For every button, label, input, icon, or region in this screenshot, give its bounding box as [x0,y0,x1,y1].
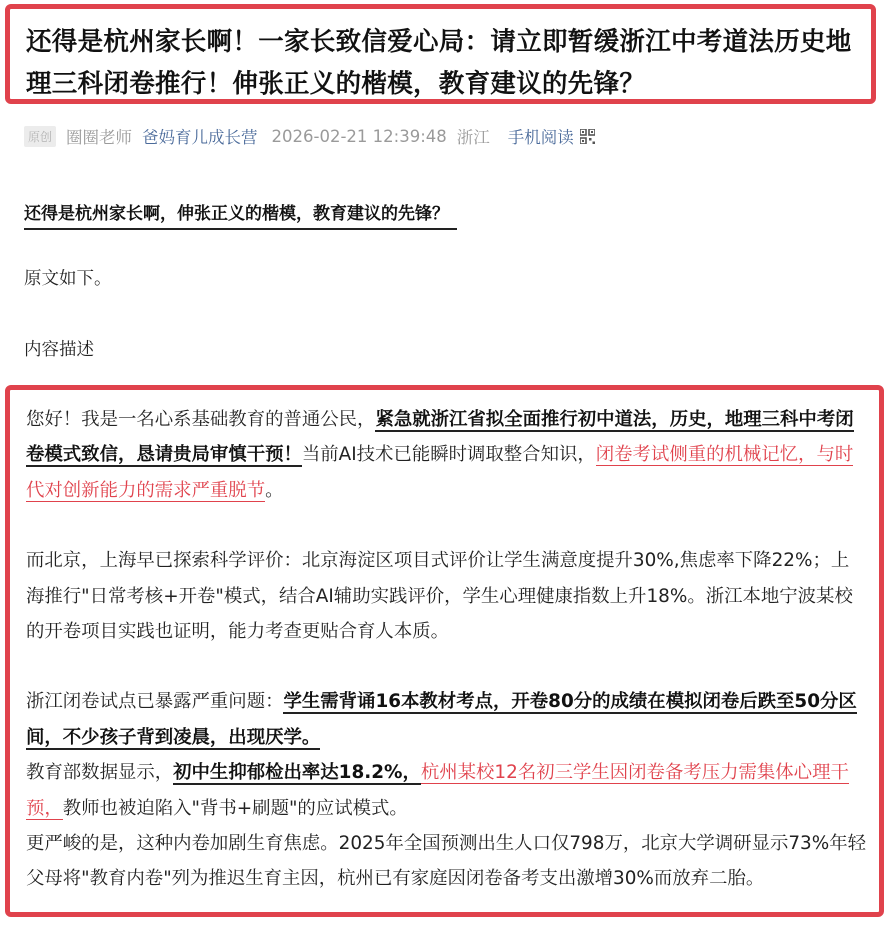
title-highlight-box [5,4,876,104]
p1-text-a: 您好！我是一名心系基础教育的普通公民， [26,409,376,430]
paragraph-gap [26,649,867,684]
p1-text-e: 。 [265,479,284,501]
letter-paragraph-5: 更严峻的是，这种内卷加剧生育焦虑。2025年全国预测出生人口仅798万，北京大学调研显示73%年轻父母将"教育内卷"列为推迟生育主因，杭州已有家庭因闭卷备考支出激增30%而放弃二胎。 [26,833,867,890]
original-badge: 原创 [24,126,56,147]
qr-code-icon[interactable] [580,129,595,144]
account-link[interactable]: 爸妈育儿成长营 [142,128,258,147]
p3-bold-highlight: 学生需背诵16本教材考点，开卷80分的成绩在模拟闭卷后跌至50分区间，不少孩子背到凌晨，出现厌学。 [26,691,857,748]
letter-paragraph-3 [26,684,867,755]
p1-text-c: 当前AI技术已能瞬时调取整合知识， [301,444,596,466]
paragraph-gap [26,508,867,543]
p4-text-d: 教师也被迫陷入"背书+刷题"的应试模式。 [62,797,408,819]
article-title: 还得是杭州家长啊！一家长致信爱心局：请立即暂缓浙江中考道法历史地理三科闭卷推行！伸张正义的楷模，教育建议的先锋？ [26,27,852,99]
p1-red-highlight: 闭卷考试侧重的机械记忆，与时代对创新能力的需求严重脱节 [26,444,854,501]
content-description-label: 内容描述 [24,340,94,360]
intro-line: 原文如下。 [24,269,112,289]
p1-bold-highlight: 紧急就浙江省拟全面推行初中道法，历史，地理三科中考闭卷模式致信，恳请贵局审慎干预！ [26,409,854,466]
article-subheading: 还得是杭州家长啊，伸张正义的楷模，教育建议的先锋？ [24,199,457,230]
p4-red-highlight: 杭州某校12名初三学生因闭卷备考压力需集体心理干预， [26,762,849,819]
p3-text-a: 浙江闭卷试点已暴露严重问题： [26,691,284,713]
article-meta [24,122,595,150]
letter-paragraph-4 [26,755,867,826]
letter-highlight-box [5,385,884,917]
publish-datetime: 2026-02-21 12:39:48 [271,126,447,146]
letter-paragraph-2: 而北京，上海早已探索科学评价：北京海淀区项目式评价让学生满意度提升30%,焦虑率下降22%；上海推行"日常考核+开卷"模式，结合AI辅助实践评价，学生心理健康指数上升18%。浙江本地宁波某校的开卷项目实践也证明，能力考查更贴合育人本质。 [26,550,853,643]
mobile-read-link[interactable]: 手机阅读 [507,128,574,147]
p4-bold-highlight: 初中生抑郁检出率达18.2%， [173,762,421,784]
author-name[interactable]: 圈圈老师 [66,128,133,147]
letter-paragraph-1 [26,402,867,508]
p4-text-a: 教育部数据显示， [26,762,174,784]
location: 浙江 [456,128,490,147]
